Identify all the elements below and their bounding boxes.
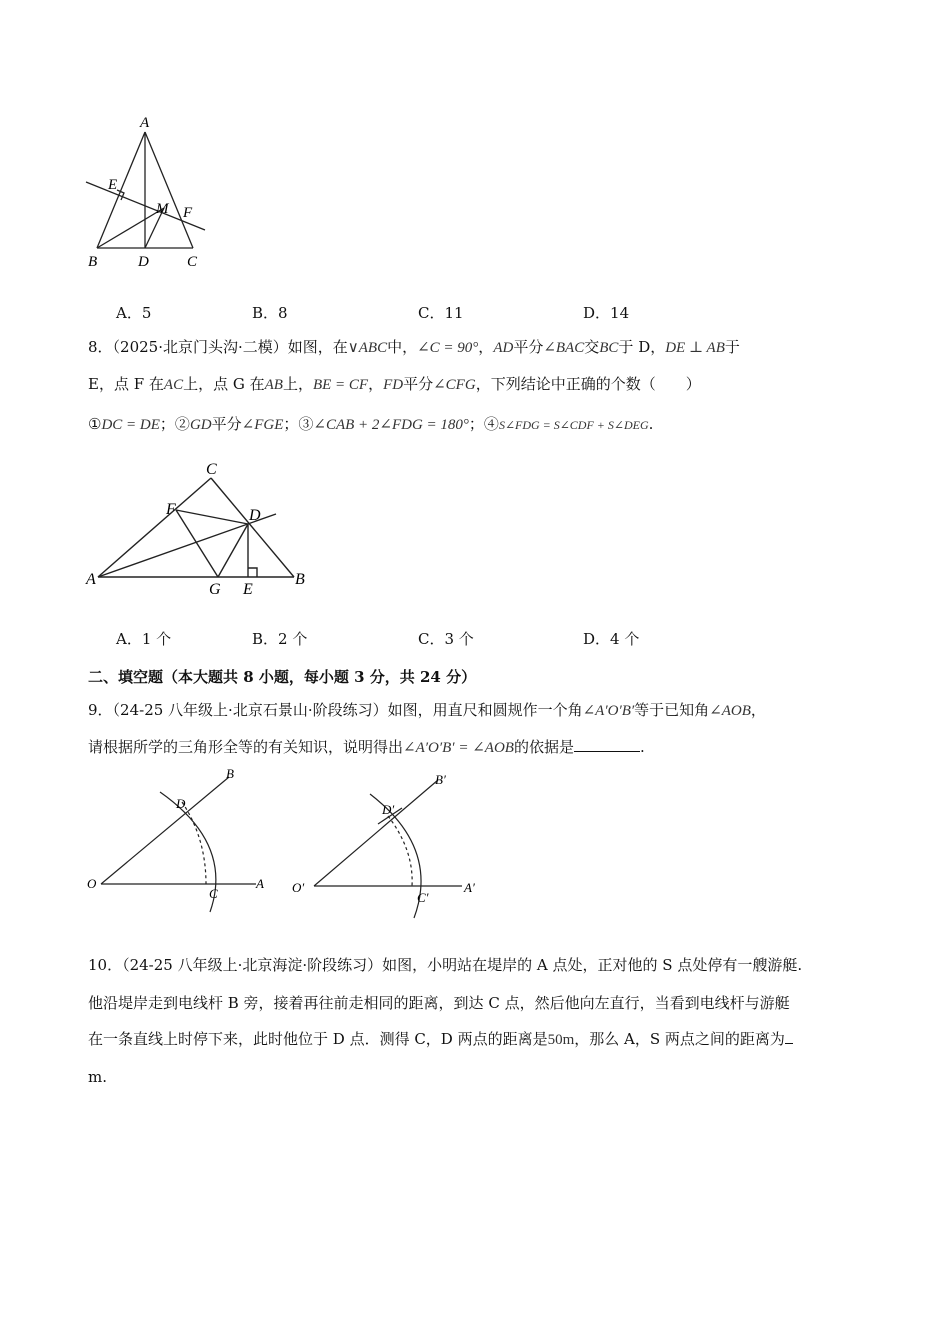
label-c: C	[209, 886, 218, 901]
answer-blank[interactable]	[574, 737, 640, 752]
label-o: O′	[292, 880, 305, 895]
q10-line3: 在一条直线上时停下来，此时他位于 D 点．测得 C，D 两点的距离是50m，那么 A，S 两点之间的距离为	[88, 1029, 793, 1050]
label-d: D	[176, 796, 186, 811]
label-b: B	[295, 571, 305, 588]
segment-fg	[176, 510, 218, 577]
label-a: A′	[464, 880, 475, 895]
segment-ac	[145, 132, 193, 248]
q8-option-b: B．2 个	[252, 630, 308, 648]
label-b: B′	[435, 772, 446, 787]
q8-line3: ①DC = DE；②GD平分∠FGE；③∠CAB + 2∠FDG = 180°；④S∠FDG = S∠CDF + S∠DEG.	[88, 415, 654, 433]
q8-option-a: A．1 个	[116, 630, 172, 648]
ray-ob	[314, 780, 438, 886]
label-a: A	[86, 571, 96, 588]
segment-fd	[176, 510, 248, 524]
label-c: C	[206, 462, 217, 478]
q7-option-b: B．8	[252, 304, 288, 322]
label-f: F	[183, 205, 193, 221]
section-heading: 二、填空题（本大题共 8 小题，每小题 3 分，共 24 分）	[88, 668, 477, 686]
q7-option-d: D．14	[583, 304, 630, 322]
q10-line1: 10．（24-25 八年级上·北京海淀·阶段练习）如图，小明站在堤岸的 A 点处，正对他的 S 点处停有一艘游艇.	[88, 956, 803, 974]
chord-dc	[388, 816, 412, 886]
q10-line4: m.	[88, 1068, 107, 1086]
label-c: C′	[417, 890, 429, 905]
label-d: D′	[382, 802, 395, 817]
q8-line1: 8．（2025·北京门头沟·二模）如图，在∨ABC中，∠C = 90°，AD平分∠BAC交BC于 D，DE ⊥ AB于	[88, 338, 740, 356]
figure-q8	[84, 462, 324, 602]
figure-q9-construction	[290, 764, 490, 924]
label-g: G	[209, 581, 221, 598]
label-f: F	[166, 501, 176, 518]
q9-line1: 9．（24-25 八年级上·北京石景山·阶段练习）如图，用直尺和圆规作一个角∠A′O′B′等于已知角∠AOB，	[88, 701, 766, 719]
label-c: C	[187, 254, 198, 270]
segment-cb	[211, 478, 294, 577]
q7-option-c: C．11	[418, 304, 464, 322]
label-b: B	[88, 254, 98, 270]
label-b: B	[226, 766, 234, 781]
label-d: D	[249, 507, 261, 524]
label-e: E	[243, 581, 253, 598]
q8-option-d: D．4 个	[583, 630, 640, 648]
label-a: A	[140, 115, 150, 131]
arc	[160, 792, 216, 912]
figure-q9-original	[84, 764, 274, 914]
segment-ac	[98, 478, 211, 577]
q9-line2: 请根据所学的三角形全等的有关知识，说明得出∠A′O′B′ = ∠AOB的依据是 .	[88, 738, 645, 756]
label-o: O	[87, 876, 97, 891]
q8-option-c: C．3 个	[418, 630, 474, 648]
q7-option-a: A．5	[116, 304, 152, 322]
figure-q7	[80, 112, 220, 272]
label-a: A	[256, 876, 264, 891]
chord-dc	[182, 802, 206, 884]
ray-ob	[101, 777, 229, 884]
q10-line2: 他沿堤岸走到电线杆 B 旁，接着再往前走相同的距离，到达 C 点，然后他向左直行，当看到电线杆与游艇	[88, 994, 790, 1012]
label-m: M	[156, 201, 169, 217]
segment-gd	[218, 524, 248, 577]
label-d: D	[138, 254, 149, 270]
answer-blank[interactable]	[785, 1029, 793, 1044]
right-angle-mark	[248, 568, 257, 577]
label-e: E	[108, 177, 118, 193]
q8-line2: E，点 F 在AC上，点 G 在AB上，BE = CF，FD平分∠CFG，下列结论中正确的个数（ ）	[88, 375, 701, 393]
